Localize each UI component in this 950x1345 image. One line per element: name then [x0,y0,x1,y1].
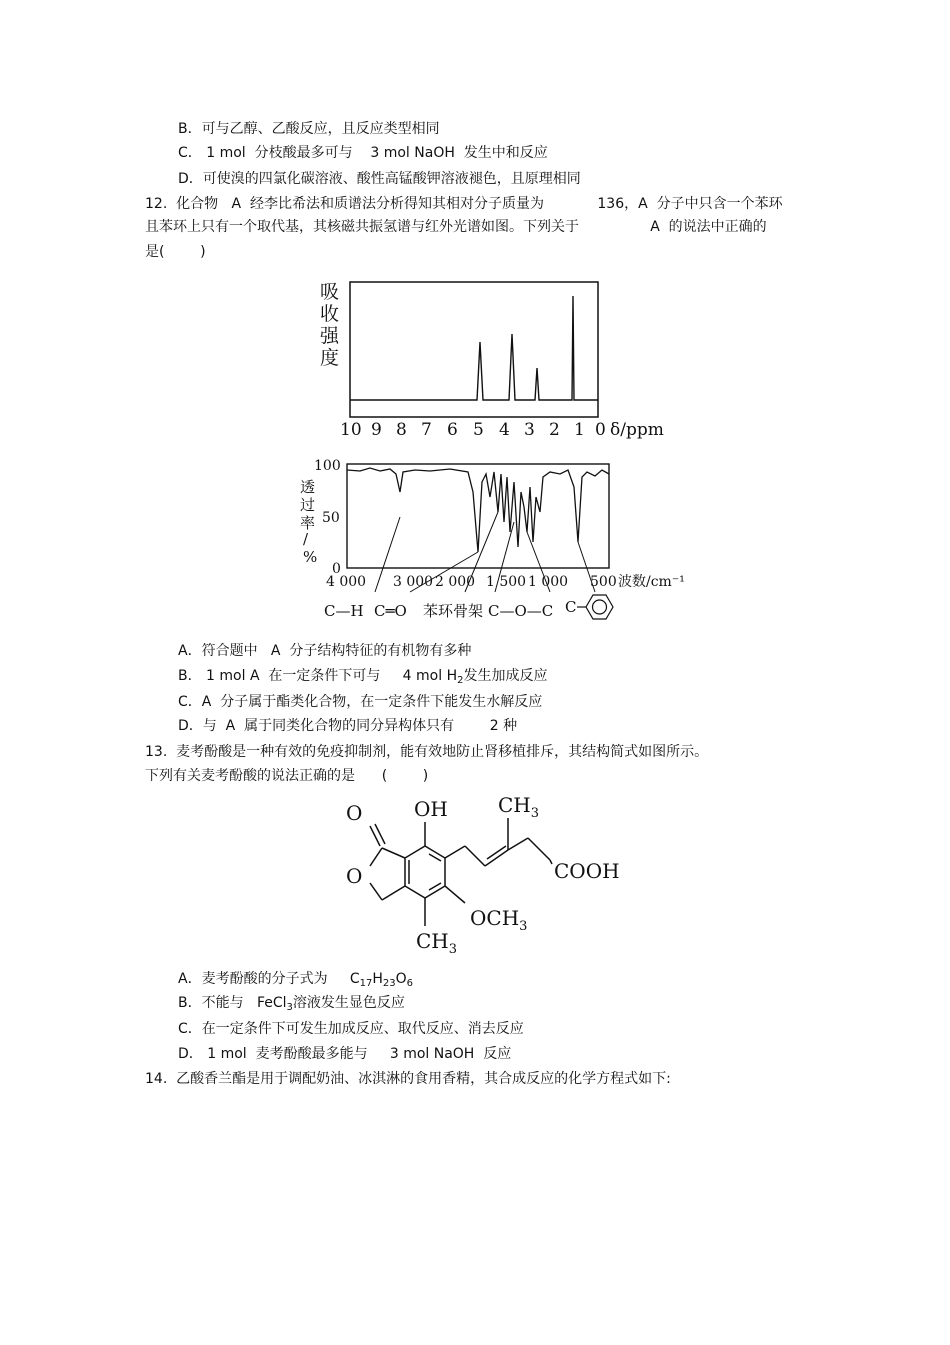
q13-option-d: D． 1 mol 麦考酚酸最多能与 3 mol NaOH 反应 [178,1046,512,1062]
nmr-xtick: 10 [340,420,362,440]
q12-option-b-subscript: 2 [457,675,464,686]
q13-option-b-text-end: 溶液发生显色反应 [292,995,405,1011]
nmr-spectrum [310,272,680,442]
ir-ytick: 100 [314,458,341,474]
q13-option-b-text: B．不能与 FeCl [178,995,287,1011]
label-ch3-bottom [416,929,457,957]
nmr-ylabel-char: 强 [320,325,340,347]
label-och3 [470,906,527,934]
label-ch3-bottom-text: CH [416,929,449,953]
nmr-trace [350,296,598,400]
ir-ylabel-char: % [303,548,318,566]
label-cooh: COOH [554,859,620,883]
ir-label-c-phenyl: C [565,598,577,616]
q12-stem-line1: 12. 化合物 A 经李比希法和质谱法分析得知其相对分子质量为 136，A 分子中只含一个苯环 [145,196,783,212]
q13-formula-sub: 6 [406,978,414,989]
label-ch3-top-text: CH [498,793,531,817]
q13-formula-sub: 17 [359,978,373,989]
q12-stem-line3: 是( ) [145,244,206,260]
ir-xtick: 4 000 [326,574,367,590]
label-o-carbonyl: O [346,801,363,825]
ir-xtick: 1 000 [528,574,569,590]
q11-option-b: B．可与乙醇、乙酸反应，且反应类型相同 [178,121,440,137]
label-oh: OH [414,797,448,821]
q13-option-a-text: A．麦考酚酸的分子式为 C [178,971,360,987]
ir-xunit: 波数/cm⁻¹ [618,574,685,590]
nmr-ylabel-char: 度 [320,347,340,369]
label-ch3-top-sub: 3 [530,806,540,821]
ir-label-benzene-skeleton: 苯环骨架 [423,602,484,620]
nmr-xtick: 3 [524,420,535,440]
nmr-xtick: 6 [447,420,458,440]
q13-option-c: C．在一定条件下可发生加成反应、取代反应、消去反应 [178,1021,524,1037]
q12-option-b [178,666,548,686]
q13-stem-line2: 下列有关麦考酚酸的说法正确的是 ( ) [145,768,429,784]
label-ch3-top [498,793,539,821]
q12-option-a: A．符合题中 A 分子结构特征的有机物有多种 [178,643,472,659]
nmr-xtick: 2 [549,420,560,440]
ir-ylabel-char: 率 [300,514,316,532]
q13-option-b-subscript: 3 [286,1002,293,1013]
benzene-ring-icon [577,595,613,619]
q13-option-b [178,993,405,1013]
ir-ytick: 50 [322,510,340,526]
ir-xtick: 3 000 [393,574,434,590]
q13-formula-o: O [395,971,407,987]
q12-stem-line2: 且苯环上只有一个取代基，其核磁共振氢谱与红外光谱如图。下列关于 A 的说法中正确的 [145,219,767,235]
q11-option-c: C． 1 mol 分枝酸最多可与 3 mol NaOH 发生中和反应 [178,145,548,161]
ir-label-ch: C—H [324,602,364,620]
q13-stem-line1: 13. 麦考酚酸是一种有效的免疫抑制剂，能有效地防止肾移植排斥，其结构简式如图所示。 [145,744,709,760]
ir-ytick: 0 [332,561,341,577]
nmr-xtick: 7 [421,420,432,440]
nmr-ylabel-char: 收 [320,303,340,325]
q12-option-d: D．与 A 属于同类化合物的同分异构体只有 2 种 [178,718,518,734]
ir-label-co: C═O [374,602,407,620]
nmr-xtick: 1 [574,420,585,440]
mycophenolic-acid-structure [330,788,650,958]
ir-ylabel-char: 过 [300,496,316,514]
ir-label-coc: C—O—C [488,602,554,620]
q13-option-a [178,969,413,989]
nmr-xunit: δ/ppm [610,420,664,440]
ir-ylabel-char: / [303,530,309,548]
q12-option-b-text-end: 发生加成反应 [463,668,548,684]
q11-option-d: D．可使溴的四氯化碳溶液、酸性高锰酸钾溶液褪色，且原理相同 [178,171,581,187]
ir-xtick: 1 500 [486,574,527,590]
q12-option-c: C．A 分子属于酯类化合物，在一定条件下能发生水解反应 [178,694,543,710]
ir-xtick: 500 [590,574,617,590]
ir-xtick: 2 000 [435,574,476,590]
q13-formula-h: H [372,971,383,987]
ir-trace [347,468,609,552]
ir-spectrum [290,452,700,632]
label-och3-sub: 3 [519,919,528,934]
label-och3-text: OCH [470,906,520,930]
nmr-xtick: 0 [595,420,606,440]
label-ch3-bottom-sub: 3 [448,942,458,957]
q14-stem-line1: 14. 乙酸香兰酯是用于调配奶油、冰淇淋的食用香精，其合成反应的化学方程式如下: [145,1071,671,1087]
nmr-frame [350,282,598,417]
nmr-xtick: 9 [371,420,382,440]
nmr-ylabel-char: 吸 [320,281,340,303]
label-o-ring: O [346,864,363,888]
q12-option-b-text: B． 1 mol A 在一定条件下可与 4 mol H [178,668,458,684]
nmr-xtick: 4 [499,420,510,440]
ir-ylabel-char: 透 [300,478,316,496]
nmr-xtick: 5 [473,420,484,440]
nmr-xtick: 8 [396,420,407,440]
q13-formula-sub: 23 [382,978,396,989]
